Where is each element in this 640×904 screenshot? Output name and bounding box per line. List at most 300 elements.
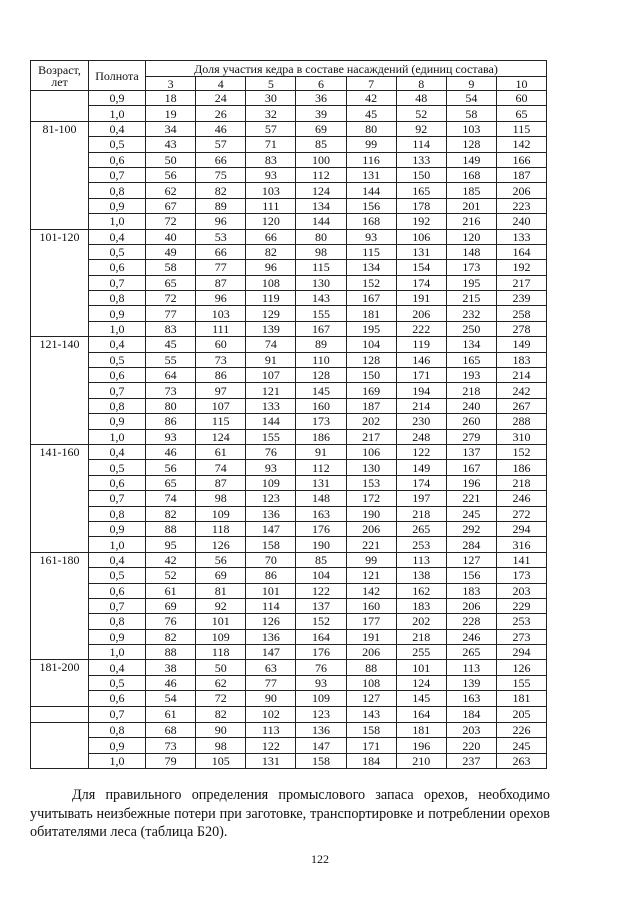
header-unit-5: 5: [246, 77, 296, 91]
value-cell: 167: [296, 321, 346, 336]
value-cell: 232: [446, 306, 496, 321]
value-cell: 82: [146, 629, 196, 644]
value-cell: 144: [246, 414, 296, 429]
table-row: [31, 152, 547, 167]
density-cell: 1,0: [89, 214, 146, 229]
value-cell: 75: [196, 167, 246, 182]
value-cell: 147: [246, 521, 296, 536]
value-cell: 48: [396, 91, 446, 106]
table-row: [31, 753, 547, 768]
value-cell: 34: [146, 121, 196, 136]
value-cell: 122: [296, 583, 346, 598]
value-cell: 112: [296, 167, 346, 182]
value-cell: 178: [396, 198, 446, 213]
value-cell: 106: [396, 229, 446, 244]
value-cell: 164: [296, 629, 346, 644]
value-cell: 106: [346, 444, 396, 459]
value-cell: 214: [396, 398, 446, 413]
value-cell: 246: [496, 491, 546, 506]
value-cell: 183: [496, 352, 546, 367]
value-cell: 115: [346, 244, 396, 259]
value-cell: 79: [146, 753, 196, 768]
value-cell: 66: [246, 229, 296, 244]
value-cell: 93: [246, 167, 296, 182]
value-cell: 93: [346, 229, 396, 244]
value-cell: 173: [496, 568, 546, 583]
value-cell: 136: [246, 629, 296, 644]
value-cell: 190: [346, 506, 396, 521]
value-cell: 43: [146, 137, 196, 152]
table-row: [31, 291, 547, 306]
value-cell: 118: [196, 521, 246, 536]
value-cell: 124: [396, 675, 446, 690]
value-cell: 246: [446, 629, 496, 644]
value-cell: 196: [396, 738, 446, 753]
value-cell: 50: [196, 660, 246, 675]
density-cell: 0,9: [89, 521, 146, 536]
value-cell: 72: [146, 291, 196, 306]
value-cell: 203: [446, 723, 496, 738]
value-cell: 187: [346, 398, 396, 413]
density-cell: 0,4: [89, 552, 146, 567]
value-cell: 165: [396, 183, 446, 198]
value-cell: 267: [496, 398, 546, 413]
value-cell: 193: [446, 368, 496, 383]
value-cell: 85: [296, 137, 346, 152]
value-cell: 240: [496, 214, 546, 229]
value-cell: 169: [346, 383, 396, 398]
value-cell: 136: [296, 723, 346, 738]
density-cell: 0,8: [89, 614, 146, 629]
value-cell: 139: [446, 675, 496, 690]
value-cell: 240: [446, 398, 496, 413]
value-cell: 145: [296, 383, 346, 398]
value-cell: 126: [246, 614, 296, 629]
value-cell: 265: [396, 521, 446, 536]
value-cell: 83: [146, 321, 196, 336]
value-cell: 96: [196, 291, 246, 306]
value-cell: 186: [296, 429, 346, 444]
value-cell: 294: [496, 645, 546, 660]
value-cell: 147: [246, 645, 296, 660]
header-density: Полнота: [89, 61, 146, 91]
value-cell: 230: [396, 414, 446, 429]
value-cell: 142: [496, 137, 546, 152]
header-unit-7: 7: [346, 77, 396, 91]
table-row: [31, 214, 547, 229]
value-cell: 263: [496, 753, 546, 768]
value-cell: 69: [296, 121, 346, 136]
body-paragraph: [30, 786, 550, 842]
value-cell: 183: [396, 598, 446, 613]
value-cell: 98: [296, 244, 346, 259]
value-cell: 253: [496, 614, 546, 629]
value-cell: 88: [146, 521, 196, 536]
density-cell: 0,5: [89, 244, 146, 259]
value-cell: 195: [346, 321, 396, 336]
value-cell: 101: [196, 614, 246, 629]
density-cell: 0,7: [89, 167, 146, 182]
value-cell: 155: [246, 429, 296, 444]
density-cell: 0,5: [89, 137, 146, 152]
value-cell: 53: [196, 229, 246, 244]
value-cell: 85: [296, 552, 346, 567]
value-cell: 202: [346, 414, 396, 429]
value-cell: 163: [296, 506, 346, 521]
value-cell: 26: [196, 106, 246, 121]
value-cell: 61: [196, 444, 246, 459]
value-cell: 38: [146, 660, 196, 675]
value-cell: 82: [196, 706, 246, 722]
value-cell: 73: [146, 383, 196, 398]
value-cell: 87: [196, 275, 246, 290]
value-cell: 52: [146, 568, 196, 583]
value-cell: 155: [496, 675, 546, 690]
value-cell: 164: [496, 244, 546, 259]
value-cell: 115: [296, 260, 346, 275]
value-cell: 173: [446, 260, 496, 275]
value-cell: 109: [196, 506, 246, 521]
value-cell: 115: [196, 414, 246, 429]
value-cell: 67: [146, 198, 196, 213]
value-cell: 145: [396, 691, 446, 706]
table-row: [31, 429, 547, 444]
value-cell: 137: [296, 598, 346, 613]
age-cell: [31, 706, 89, 722]
value-cell: 131: [246, 753, 296, 768]
value-cell: 127: [346, 691, 396, 706]
header-age: Возраст, лет: [31, 61, 89, 91]
density-cell: 0,5: [89, 352, 146, 367]
value-cell: 80: [346, 121, 396, 136]
value-cell: 171: [346, 738, 396, 753]
value-cell: 55: [146, 352, 196, 367]
value-cell: 214: [496, 368, 546, 383]
value-cell: 102: [246, 706, 296, 722]
value-cell: 108: [246, 275, 296, 290]
density-cell: 0,9: [89, 414, 146, 429]
value-cell: 206: [496, 183, 546, 198]
value-cell: 164: [396, 706, 446, 722]
value-cell: 46: [196, 121, 246, 136]
density-cell: 0,5: [89, 568, 146, 583]
age-cell: [31, 723, 89, 769]
value-cell: 218: [396, 629, 446, 644]
value-cell: 141: [496, 552, 546, 567]
value-cell: 181: [396, 723, 446, 738]
value-cell: 154: [396, 260, 446, 275]
value-cell: 54: [146, 691, 196, 706]
density-cell: 0,7: [89, 491, 146, 506]
value-cell: 108: [346, 675, 396, 690]
density-cell: 0,6: [89, 583, 146, 598]
value-cell: 115: [496, 121, 546, 136]
value-cell: 168: [446, 167, 496, 182]
value-cell: 113: [396, 552, 446, 567]
density-cell: 1,0: [89, 537, 146, 552]
value-cell: 143: [296, 291, 346, 306]
value-cell: 174: [396, 275, 446, 290]
value-cell: 158: [296, 753, 346, 768]
value-cell: 60: [196, 337, 246, 352]
value-cell: 294: [496, 521, 546, 536]
value-cell: 210: [396, 753, 446, 768]
value-cell: 39: [296, 106, 346, 121]
value-cell: 66: [196, 244, 246, 259]
age-cell: 181-200: [31, 660, 89, 706]
value-cell: 65: [146, 275, 196, 290]
value-cell: 119: [246, 291, 296, 306]
value-cell: 158: [346, 723, 396, 738]
value-cell: 103: [446, 121, 496, 136]
value-cell: 160: [346, 598, 396, 613]
value-cell: 144: [346, 183, 396, 198]
value-cell: 46: [146, 444, 196, 459]
table-row: [31, 568, 547, 583]
value-cell: 149: [496, 337, 546, 352]
value-cell: 152: [346, 275, 396, 290]
value-cell: 61: [146, 706, 196, 722]
value-cell: 226: [496, 723, 546, 738]
header-unit-9: 9: [446, 77, 496, 91]
density-cell: 1,0: [89, 321, 146, 336]
table-row: [31, 352, 547, 367]
value-cell: 45: [146, 337, 196, 352]
value-cell: 74: [246, 337, 296, 352]
table-row: [31, 398, 547, 413]
value-cell: 88: [146, 645, 196, 660]
value-cell: 191: [346, 629, 396, 644]
value-cell: 174: [396, 475, 446, 490]
value-cell: 177: [346, 614, 396, 629]
value-cell: 134: [346, 260, 396, 275]
value-cell: 288: [496, 414, 546, 429]
table-row: [31, 552, 547, 567]
value-cell: 206: [446, 598, 496, 613]
stock-table: [30, 60, 547, 769]
value-cell: 229: [496, 598, 546, 613]
value-cell: 105: [196, 753, 246, 768]
value-cell: 69: [146, 598, 196, 613]
value-cell: 165: [446, 352, 496, 367]
density-cell: 0,7: [89, 275, 146, 290]
value-cell: 107: [196, 398, 246, 413]
value-cell: 92: [196, 598, 246, 613]
table-row: [31, 321, 547, 336]
value-cell: 95: [146, 537, 196, 552]
value-cell: 258: [496, 306, 546, 321]
value-cell: 265: [446, 645, 496, 660]
value-cell: 206: [346, 645, 396, 660]
value-cell: 203: [496, 583, 546, 598]
value-cell: 123: [246, 491, 296, 506]
value-cell: 131: [296, 475, 346, 490]
table-row: [31, 167, 547, 182]
value-cell: 113: [246, 723, 296, 738]
value-cell: 126: [496, 660, 546, 675]
value-cell: 72: [146, 214, 196, 229]
value-cell: 90: [246, 691, 296, 706]
table-row: [31, 198, 547, 213]
value-cell: 93: [296, 675, 346, 690]
value-cell: 77: [146, 306, 196, 321]
density-cell: 0,4: [89, 444, 146, 459]
value-cell: 167: [446, 460, 496, 475]
header-unit-10: 10: [496, 77, 546, 91]
value-cell: 168: [346, 214, 396, 229]
density-cell: 0,8: [89, 723, 146, 738]
value-cell: 111: [196, 321, 246, 336]
value-cell: 215: [446, 291, 496, 306]
value-cell: 202: [396, 614, 446, 629]
value-cell: 71: [246, 137, 296, 152]
value-cell: 148: [446, 244, 496, 259]
value-cell: 183: [446, 583, 496, 598]
value-cell: 76: [246, 444, 296, 459]
value-cell: 77: [246, 675, 296, 690]
value-cell: 142: [346, 583, 396, 598]
value-cell: 163: [446, 691, 496, 706]
age-cell: 81-100: [31, 121, 89, 229]
value-cell: 70: [246, 552, 296, 567]
value-cell: 186: [496, 460, 546, 475]
density-cell: 1,0: [89, 645, 146, 660]
age-cell: 161-180: [31, 552, 89, 660]
value-cell: 205: [496, 706, 546, 722]
density-cell: 0,9: [89, 738, 146, 753]
table-row: [31, 537, 547, 552]
value-cell: 107: [246, 368, 296, 383]
value-cell: 150: [396, 167, 446, 182]
value-cell: 184: [446, 706, 496, 722]
value-cell: 73: [196, 352, 246, 367]
value-cell: 223: [496, 198, 546, 213]
value-cell: 118: [196, 645, 246, 660]
table-row: [31, 414, 547, 429]
value-cell: 88: [346, 660, 396, 675]
value-cell: 192: [396, 214, 446, 229]
table-row: [31, 738, 547, 753]
table-row: [31, 121, 547, 136]
value-cell: 206: [396, 306, 446, 321]
value-cell: 218: [446, 383, 496, 398]
value-cell: 112: [296, 460, 346, 475]
value-cell: 92: [396, 121, 446, 136]
value-cell: 272: [496, 506, 546, 521]
value-cell: 128: [446, 137, 496, 152]
value-cell: 128: [346, 352, 396, 367]
table-row: [31, 629, 547, 644]
value-cell: 56: [146, 167, 196, 182]
value-cell: 91: [246, 352, 296, 367]
density-cell: 0,9: [89, 306, 146, 321]
density-cell: 0,7: [89, 598, 146, 613]
value-cell: 220: [446, 738, 496, 753]
value-cell: 253: [396, 537, 446, 552]
value-cell: 222: [396, 321, 446, 336]
value-cell: 217: [496, 275, 546, 290]
value-cell: 98: [196, 491, 246, 506]
value-cell: 181: [496, 691, 546, 706]
value-cell: 101: [246, 583, 296, 598]
value-cell: 173: [296, 414, 346, 429]
value-cell: 218: [496, 475, 546, 490]
value-cell: 18: [146, 91, 196, 106]
value-cell: 124: [196, 429, 246, 444]
table-row: [31, 598, 547, 613]
value-cell: 65: [496, 106, 546, 121]
value-cell: 156: [446, 568, 496, 583]
value-cell: 144: [296, 214, 346, 229]
table-row: [31, 337, 547, 352]
table-row: [31, 183, 547, 198]
value-cell: 76: [296, 660, 346, 675]
value-cell: 143: [346, 706, 396, 722]
value-cell: 245: [496, 738, 546, 753]
page-number: 122: [311, 852, 329, 866]
density-cell: 1,0: [89, 753, 146, 768]
value-cell: 201: [446, 198, 496, 213]
value-cell: 156: [346, 198, 396, 213]
table-body: [31, 91, 547, 769]
value-cell: 57: [246, 121, 296, 136]
density-cell: 0,6: [89, 691, 146, 706]
value-cell: 68: [146, 723, 196, 738]
value-cell: 155: [296, 306, 346, 321]
value-cell: 82: [146, 506, 196, 521]
value-cell: 62: [196, 675, 246, 690]
value-cell: 121: [346, 568, 396, 583]
value-cell: 158: [246, 537, 296, 552]
value-cell: 131: [346, 167, 396, 182]
value-cell: 98: [196, 738, 246, 753]
value-cell: 197: [396, 491, 446, 506]
value-cell: 97: [196, 383, 246, 398]
value-cell: 126: [196, 537, 246, 552]
density-cell: 0,5: [89, 675, 146, 690]
value-cell: 153: [346, 475, 396, 490]
density-cell: 0,6: [89, 260, 146, 275]
value-cell: 196: [446, 475, 496, 490]
value-cell: 36: [296, 91, 346, 106]
density-cell: 0,4: [89, 337, 146, 352]
value-cell: 83: [246, 152, 296, 167]
table-row: [31, 660, 547, 675]
value-cell: 113: [446, 660, 496, 675]
value-cell: 147: [296, 738, 346, 753]
value-cell: 149: [446, 152, 496, 167]
density-cell: 0,4: [89, 229, 146, 244]
value-cell: 260: [446, 414, 496, 429]
density-cell: 0,9: [89, 629, 146, 644]
value-cell: 77: [196, 260, 246, 275]
value-cell: 24: [196, 91, 246, 106]
header-unit-8: 8: [396, 77, 446, 91]
value-cell: 42: [146, 552, 196, 567]
value-cell: 239: [496, 291, 546, 306]
value-cell: 89: [296, 337, 346, 352]
table-row: [31, 723, 547, 738]
value-cell: 61: [146, 583, 196, 598]
table-row: [31, 306, 547, 321]
value-cell: 45: [346, 106, 396, 121]
value-cell: 316: [496, 537, 546, 552]
value-cell: 206: [346, 521, 396, 536]
table-row: [31, 506, 547, 521]
value-cell: 181: [346, 306, 396, 321]
value-cell: 121: [246, 383, 296, 398]
value-cell: 136: [246, 506, 296, 521]
